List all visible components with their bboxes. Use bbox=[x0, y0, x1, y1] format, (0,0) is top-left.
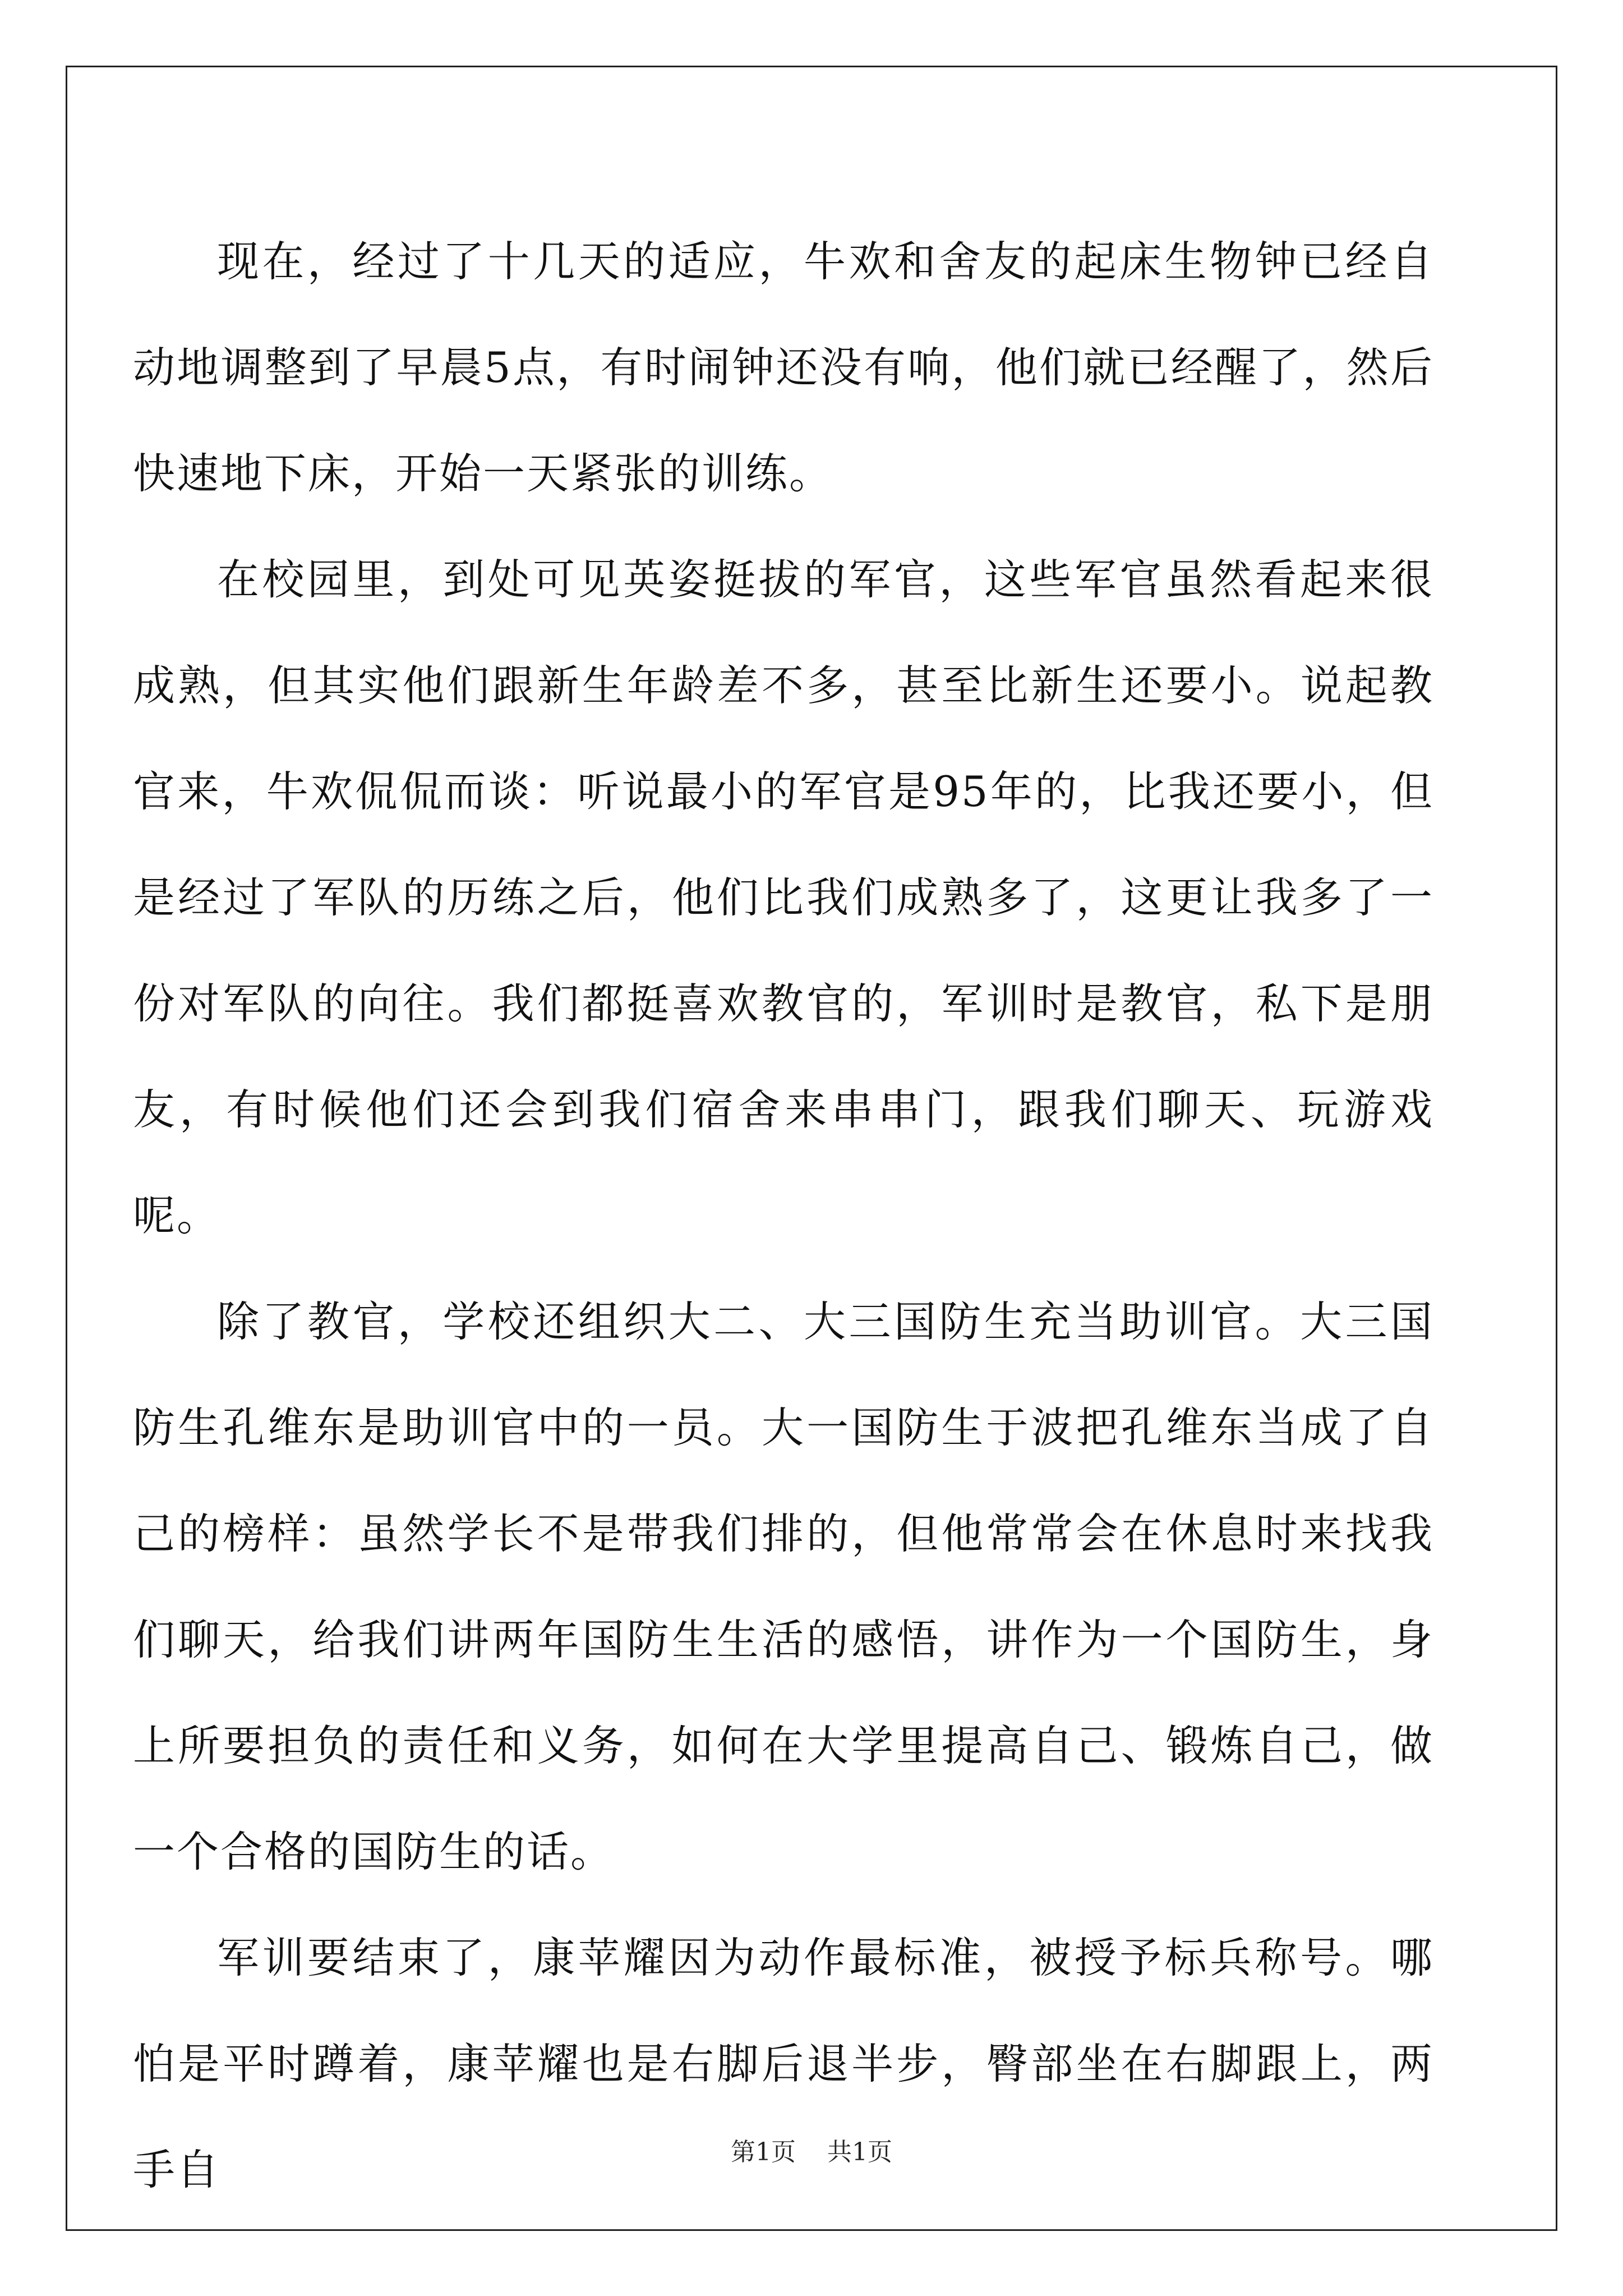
paragraph-4: 军训要结束了，康苹耀因为动作最标准，被授予标兵称号。哪怕是平时蹲着，康苹耀也是右脚后退半步，臀部坐在右脚跟上，两手自 bbox=[133, 1933, 1434, 2194]
paragraph-3: 除了教官，学校还组织大二、大三国防生充当助训官。大三国防生孔维东是助训官中的一员。大一国防生于波把孔维东当成了自己的榜样：虽然学长不是带我们排的，但他常常会在休息时来找我们聊天，给我们讲两年国防生生活的感悟，讲作为一个国防生，身上所要担负的责任和义务，如何在大学里提高自己、锻炼自己，做一个合格的国防生的话。 bbox=[133, 1297, 1434, 1876]
page-number-footer: 第1页 共1页 bbox=[731, 2138, 892, 2166]
document-body bbox=[133, 209, 1434, 2223]
paragraph-2: 在校园里，到处可见英姿挺拔的军官，这些军官虽然看起来很成熟，但其实他们跟新生年龄差不多，甚至比新生还要小。说起教官来，牛欢侃侃而谈：听说最小的军官是95年的，比我还要小，但是经过了军队的历练之后，他们比我们成熟多了，这更让我多了一份对军队的向往。我们都挺喜欢教官的，军训时是教官，私下是朋友，有时候他们还会到我们宿舍来串串门，跟我们聊天、玩游戏呢。 bbox=[133, 555, 1434, 1240]
paragraph-1: 现在，经过了十几天的适应，牛欢和舍友的起床生物钟已经自动地调整到了早晨5点，有时闹钟还没有响，他们就已经醒了，然后快速地下床，开始一天紧张的训练。 bbox=[133, 237, 1434, 498]
